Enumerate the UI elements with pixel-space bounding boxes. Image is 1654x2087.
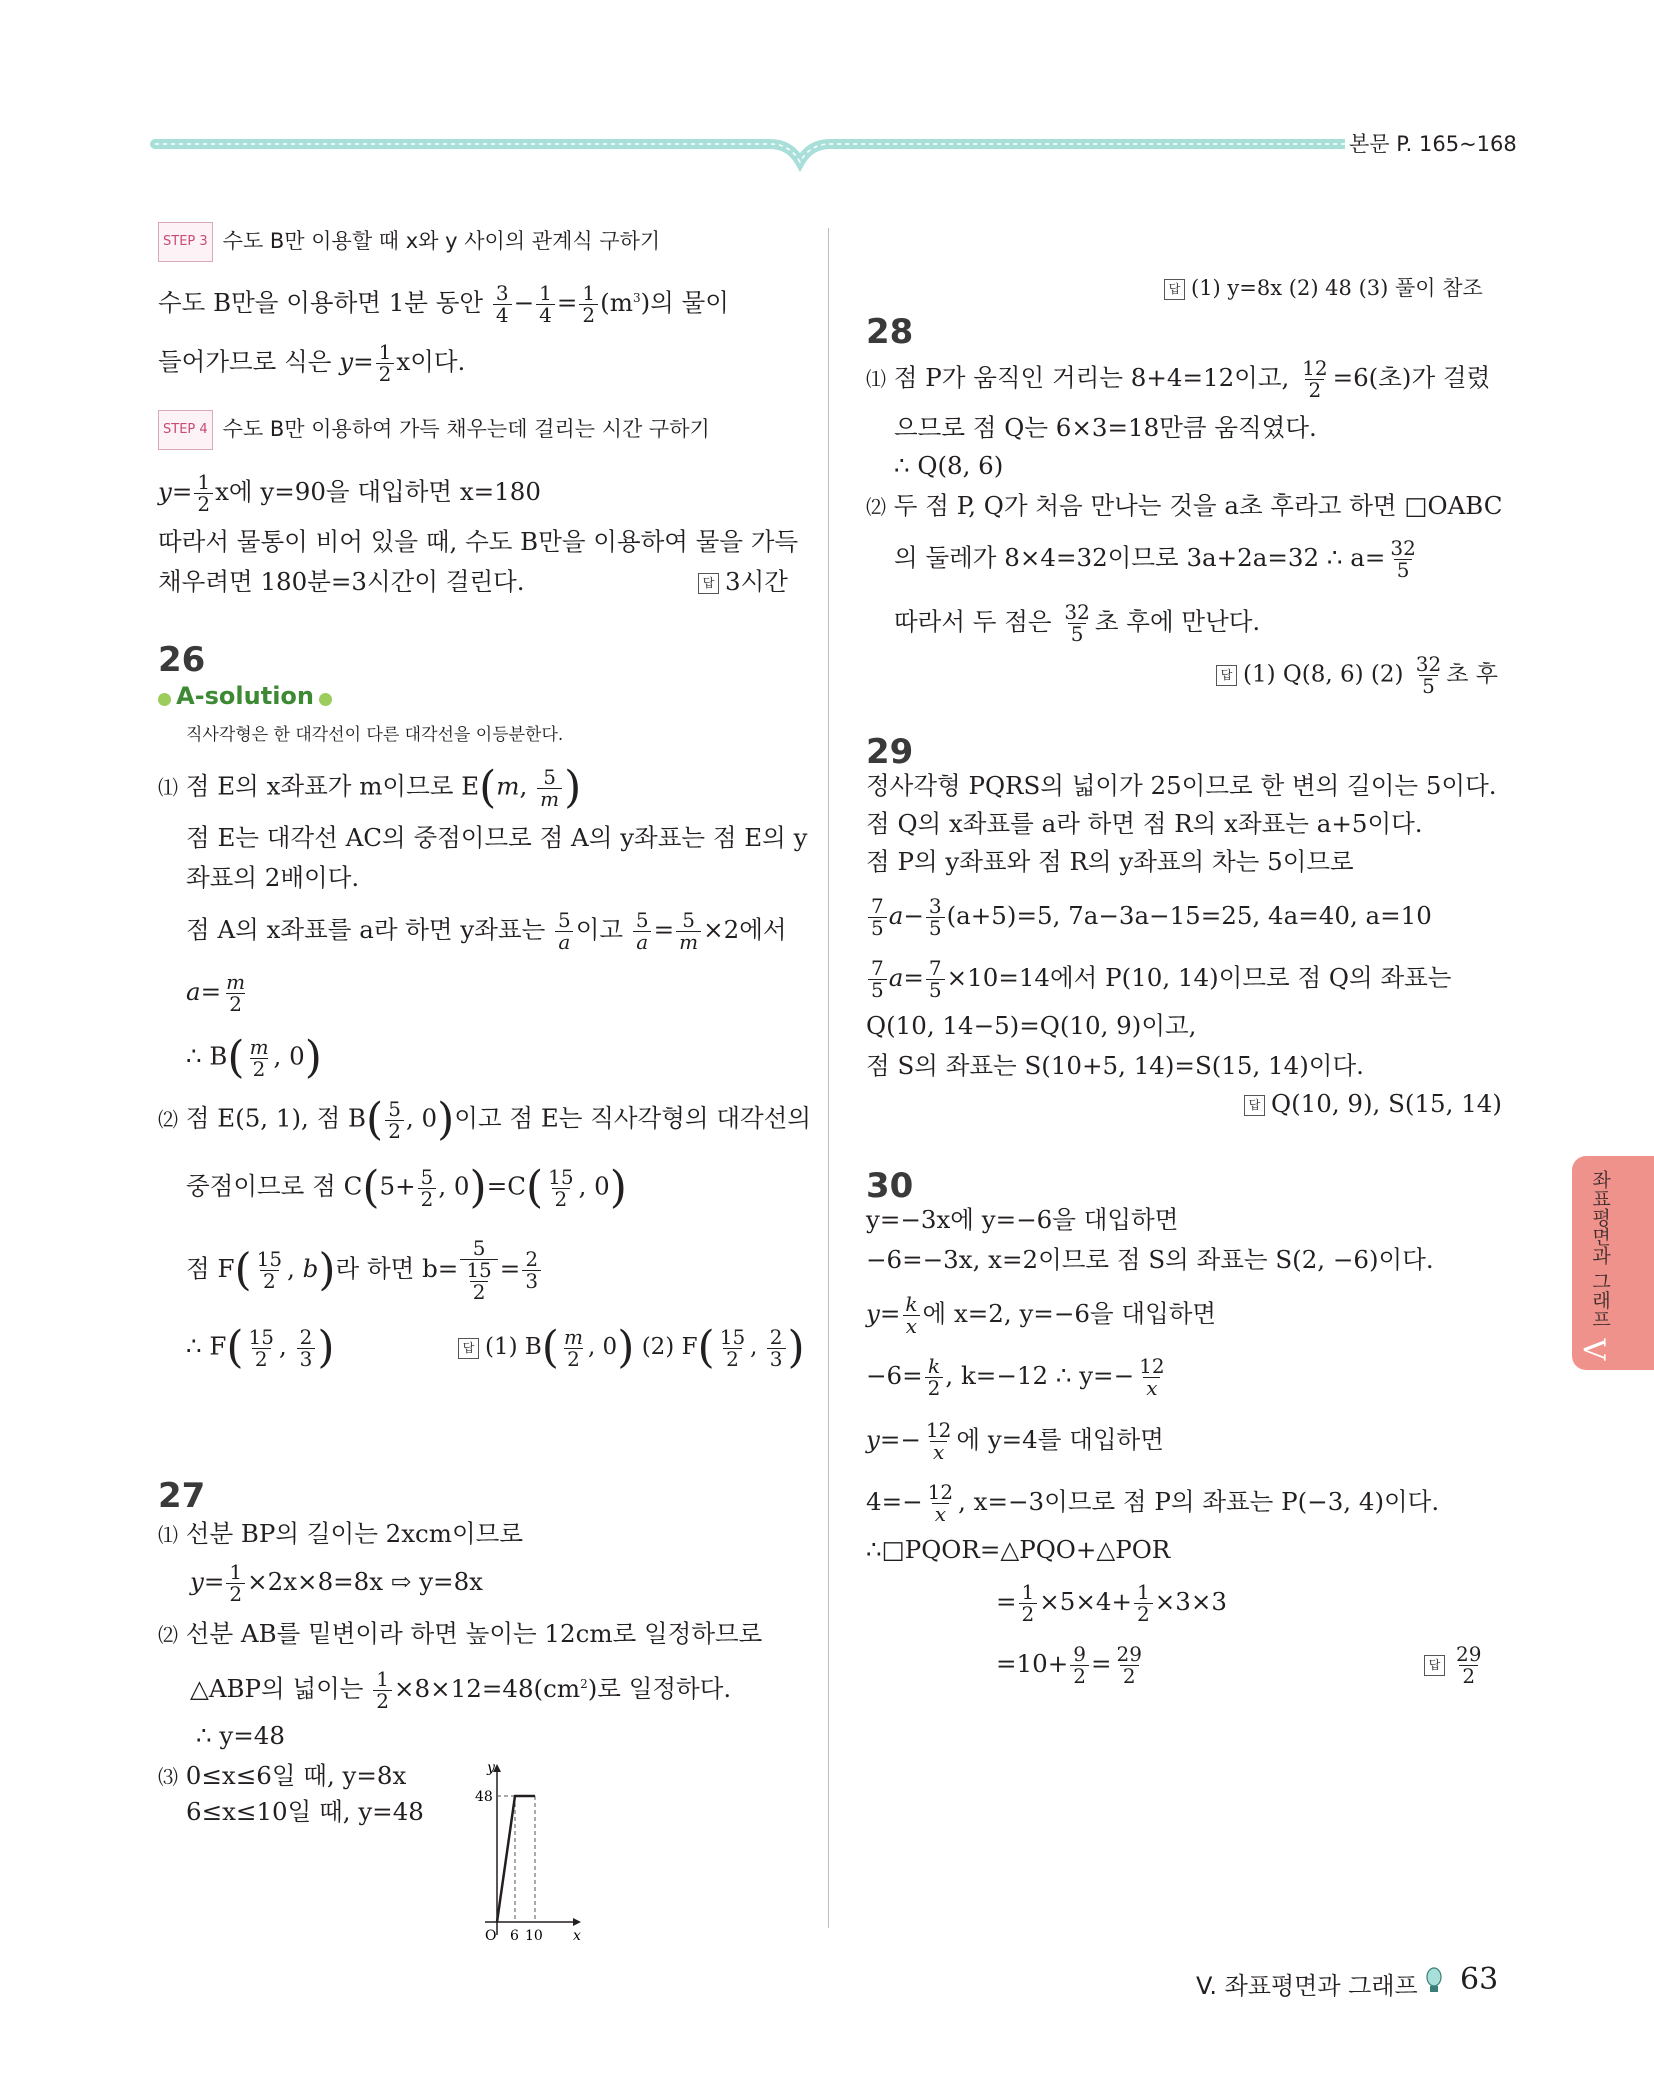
p26-b1: ⑵ 점 E(5, 1), 점 B( $\frac{5}{2}$ , 0)이고 점 E는 직사각형의 대각선의 [158,1094,812,1145]
step3-title: 수도 B만 이용할 때 x와 y 사이의 관계식 구하기 [222,229,661,253]
text: 에 x=2, y=−6을 대입하면 [922,1299,1217,1328]
p26-a3: 좌표의 2배이다. [186,863,360,892]
frac: $\frac{12}{x}$ [1139,1354,1165,1400]
p29-answer [1244,1086,1502,1122]
p26-a5 [186,972,250,1015]
text: 선분 BP의 길이는 2xcm이므로 [185,1519,524,1548]
frac: $\frac{7}{5}$ [868,958,887,1001]
side-tab-roman: V [1575,1338,1611,1361]
x-tick-6: 6 [510,1928,519,1944]
frac: $\frac{2}{3}$ [767,1327,786,1370]
text: 점 F [186,1254,235,1283]
p28-b2 [894,538,1421,581]
text: ×8×12=48(cm [394,1674,581,1704]
graph-line [497,1796,535,1922]
text: 점 A의 x좌표를 a라 하면 y좌표는 [186,915,546,944]
frac: $\frac{9}{2}$ [1070,1644,1089,1687]
problem-30-number: 30 [866,1166,914,1206]
frac: $\frac{29}{2}$ [1116,1642,1142,1688]
bullet-icon [319,693,332,706]
a-solution-label [158,682,332,710]
p28-a3: ∴ Q(8, 6) [894,451,1004,480]
step4-badge: STEP 4 [158,410,213,450]
frac: $\frac{k}{2}$ [925,1356,944,1399]
p28-b1: ⑵ 두 점 P, Q가 처음 만나는 것을 a초 후라고 하면 □OABC [866,491,1503,520]
side-tab-label: 좌표평면과 그래프 [1589,1170,1611,1329]
graph-27 [465,1760,595,1950]
p30-l1: y=−3x에 y=−6을 대입하면 [866,1205,1179,1234]
text: 초 후에 만난다. [1094,607,1261,636]
text: 에 y=4를 대입하면 [956,1425,1164,1454]
y-tick-48: 48 [475,1789,493,1805]
y-label: y [487,1760,495,1776]
x-label: x [573,1928,581,1944]
text: , k=−12 ∴ y=− [945,1361,1135,1390]
page-number: 63 [1460,1962,1499,1997]
text: (1) y=8x (2) 48 (3) 풀이 참조 [1191,276,1483,300]
text: (a+5)=5, 7a−3a−15=25, 4a=40, a=10 [946,901,1432,930]
step4-title: 수도 B만 이용하여 가득 채우는데 걸리는 시간 구하기 [222,417,710,441]
frac: $\frac{15}{2}$ [256,1247,283,1293]
frac: $\frac{3}{4}$ [493,283,512,326]
left-line-2: 들어가므로 식은 y= $\frac{1}{2}$ x이다. [158,340,466,386]
p29-l5: $\frac{7}{5}$ a= $\frac{7}{5}$ ×10=14에서 P(10, 14)이므로 점 Q의 좌표는 [866,958,1451,1001]
frac: $\frac{32}{5}$ [1064,600,1090,646]
text: )로 일정하다. [587,1674,732,1704]
frac: $\frac{5}{a}$ [633,910,652,953]
p27-a2: y= $\frac{1}{2}$ ×2x×8=8x ⇨ y=8x [190,1560,483,1606]
frac: $\frac{12}{x}$ [925,1418,952,1464]
p30-l8: = $\frac{1}{2}$ ×5×4+ $\frac{1}{2}$ ×3×3 [996,1580,1227,1626]
frac: $\frac{m}{2}$ [249,1034,269,1081]
p26-a4: 점 A의 x좌표를 a라 하면 y좌표는 $\frac{5}{a}$ 이고 $\frac{5}{a}$ = $\frac{5}{m}$ ×2에서 [186,908,787,954]
frac: $\frac{12}{x}$ [927,1480,954,1526]
text: x이다. [396,347,466,376]
p30-l2: −6=−3x, x=2이므로 점 S의 좌표는 S(2, −6)이다. [866,1245,1434,1274]
answer-mark-icon: 답 [1216,665,1237,686]
frac: $\frac{2}{3}$ [297,1327,316,1370]
bullet-icon [158,693,171,706]
p27-a1: ⑴ 선분 BP의 길이는 2xcm이므로 [158,1519,524,1548]
step3-badge: STEP 3 [158,222,213,262]
p26-b4: ∴ F( $\frac{15}{2}$ , $\frac{2}{3}$ ) [186,1322,335,1373]
p30-answer [1424,1644,1486,1687]
text: )의 물이 [640,288,729,318]
answer-mark-icon: 답 [1164,279,1185,300]
frac: $\frac{1}{2}$ [579,283,598,326]
p28-answer [1216,654,1498,697]
frac: $\frac{k}{x}$ [902,1294,920,1337]
p30-l6: 4=− $\frac{12}{x}$ , x=−3이므로 점 P의 좌표는 P(−3, 4)이다. [866,1480,1440,1526]
text: x에 y=90을 대입하면 x=180 [215,477,541,506]
answer-mark-icon: 답 [1244,1095,1265,1116]
frac: $\frac{32}{5}$ [1390,536,1416,582]
answer-mark-icon: 답 [698,573,719,594]
frac: $\frac{3}{5}$ [926,896,945,939]
frac: $\frac{1}{2}$ [373,1669,392,1712]
p29-l4: $\frac{7}{5}$ a− $\frac{3}{5}$ (a+5)=5, 7a−3a−15=25, 4a=40, a=10 [866,896,1432,939]
text: ×10=14에서 P(10, 14)이므로 점 Q의 좌표는 [946,963,1452,992]
x-tick-10: 10 [525,1928,543,1944]
problem-28-number: 28 [866,312,914,352]
left-line-1: 수도 B만을 이용하면 1분 동안 $\frac{3}{4}$ − $\frac{1}{4}$ = $\frac{1}{2}$ $(m^3)$의 물이 [158,281,729,328]
text: △ABP의 넓이는 [190,1674,364,1704]
text: A-solution [176,682,314,710]
left-line-3: y= $\frac{1}{2}$ x에 y=90을 대입하면 x=180 [158,470,541,516]
frac: $\frac{m}{2}$ [226,970,246,1016]
footer-chapter: V. 좌표평면과 그래프 [1196,1972,1418,2000]
text: Q(10, 9), S(15, 14) [1271,1089,1502,1118]
frac: $\frac{15}{2}$ [248,1324,274,1371]
text: 이고 [575,915,624,944]
text: ×5×4+ [1039,1587,1133,1616]
frac: $\frac{12}{2}$ [1302,356,1328,402]
frac: $\frac{m}{2}$ [563,1324,583,1371]
frac: $\frac{15}{2}$ [719,1324,746,1371]
text: ×2x×8=8x ⇨ y=8x [247,1567,483,1596]
left-line-4: 따라서 물통이 비어 있을 때, 수도 B만을 이용하여 물을 가득 [158,527,799,556]
frac: $\frac{5}{a}$ [555,910,574,953]
p26-b3: 점 F( $\frac{15}{2}$ , b)라 하면 b= $\frac{5}{\frac{15}{2}}$ = $\frac{2}{3}$ [186,1238,543,1303]
p30-l4: −6= $\frac{k}{2}$ , k=−12 ∴ y=− $\frac{12}{x}$ [866,1356,1170,1399]
frac: $\frac{1}{2}$ [194,472,213,515]
text: 수도 B만을 이용하면 1분 동안 [158,288,484,318]
p29-l2: 점 Q의 x좌표를 a라 하면 점 R의 x좌표는 a+5이다. [866,809,1423,838]
text: 선분 AB를 밑변이라 하면 높이는 12cm로 일정하므로 [185,1619,763,1648]
text: 점 P가 움직인 거리는 8+4=12이고, [893,363,1290,392]
p27-b3: ∴ y=48 [196,1721,285,1750]
p28-b3 [894,602,1260,645]
problem-27-number: 27 [158,1476,206,1516]
step3-line [158,222,660,262]
step4-line [158,410,710,450]
p27-b2: △ABP의 넓이는 $\frac{1}{2}$ $\times 8\times 12=48(cm^2)$로 일정하다. [190,1667,732,1714]
text: 중점이므로 점 C [186,1171,363,1201]
p26-a6: ∴ B( $\frac{m}{2}$ , 0) [186,1032,322,1083]
text: ×3×3 [1154,1587,1227,1616]
page-ref: 본문 P. 165~168 [1345,128,1521,158]
text: (1) Q(8, 6) (2) [1243,661,1404,688]
frac: $\frac{29}{2}$ [1456,1642,1482,1688]
problem-29-number: 29 [866,732,914,772]
bulb-icon [1424,1966,1444,1996]
text: 0≤x≤6일 때, y=8x [185,1761,407,1790]
text: ∴ F [186,1331,227,1361]
answer-27 [1164,270,1483,306]
p28-a1: ⑴ 점 P가 움직인 거리는 8+4=12이고, $\frac{12}{2}$ =6(초)가 걸렸 [866,356,1491,402]
text: 들어가므로 식은 [158,347,332,376]
text: 점 E의 x좌표가 m이므로 E [185,771,480,801]
answer-3hours [698,564,788,600]
column-divider [828,228,829,1928]
text: 이고 점 E는 직사각형의 대각선의 [454,1103,812,1133]
text: a= [186,977,222,1006]
text: (2) F [641,1334,698,1360]
p27-c2: 6≤x≤10일 때, y=48 [186,1797,424,1826]
p30-l7: ∴□PQOR=△PQO+△POR [866,1535,1171,1564]
text: , x=−3이므로 점 P의 좌표는 P(−3, 4)이다. [958,1487,1440,1516]
p29-l6: Q(10, 14−5)=Q(10, 9)이고, [866,1011,1197,1040]
p30-l9: =10+ $\frac{9}{2}$ = $\frac{29}{2}$ [996,1644,1147,1687]
p29-l1: 정사각형 PQRS의 넓이가 25이므로 한 변의 길이는 5이다. [866,771,1497,800]
text: ∴ B [186,1041,228,1071]
frac: $\frac{5}{2}$ [418,1167,437,1210]
frac: $\frac{1}{2}$ [1019,1582,1038,1625]
frac: $\frac{1}{2}$ [1134,1582,1153,1625]
a-solution-desc: 직사각형은 한 대각선이 다른 대각선을 이등분한다. [186,725,564,745]
p26-answer: 답 (1) B( $\frac{m}{2}$ , 0) (2) F( $\frac{15}{2}$ , $\frac{2}{3}$ ) [458,1326,805,1370]
frac: $\frac{1}{2}$ [376,342,395,385]
p28-a2: 으므로 점 Q는 6×3=18만큼 움직였다. [894,413,1317,442]
text: 따라서 두 점은 [894,607,1052,636]
text: (1) B [485,1334,542,1360]
side-tab[interactable] [1572,1156,1654,1370]
text: 초 후 [1446,661,1498,688]
p29-l3: 점 P의 y좌표와 점 R의 y좌표의 차는 5이므로 [866,847,1354,876]
text: 점 E(5, 1), 점 B [185,1103,367,1133]
p26-a2: 점 E는 대각선 AC의 중점이므로 점 A의 y좌표는 점 E의 y [186,823,808,852]
text: =10+ [996,1649,1069,1678]
frac: $\frac{7}{5}$ [926,958,945,1001]
text: 두 점 P, Q가 처음 만나는 것을 a초 후라고 하면 □OABC [893,491,1503,520]
frac: $\frac{32}{5}$ [1415,652,1442,698]
answer-mark-icon: 답 [1424,1655,1445,1676]
text: 의 둘레가 8×4=32이므로 3a+2a=32 ∴ a= [894,543,1386,572]
p27-c1: ⑶ 0≤x≤6일 때, y=8x [158,1761,407,1790]
frac: $\frac{15}{2}$ [548,1164,574,1211]
p26-a1: ⑴ 점 E의 x좌표가 m이므로 E(m, $\frac{5}{m}$ ) [158,762,582,813]
frac: $\frac{5}{m}$ [676,910,701,953]
x-arrow [573,1918,581,1926]
answer-mark-icon: 답 [458,1338,479,1359]
frac: $\frac{5}{\frac{15}{2}}$ [460,1238,497,1303]
left-line-5: 채우려면 180분=3시간이 걸린다. [158,567,525,596]
text: ×2에서 [703,915,787,944]
text: 3시간 [725,567,788,596]
p30-l5: y=− $\frac{12}{x}$ 에 y=4를 대입하면 [866,1418,1164,1464]
frac: $\frac{1}{2}$ [226,1562,245,1605]
origin-label: O [485,1928,497,1944]
frac: $\frac{1}{4}$ [536,283,555,326]
header-band [150,132,1350,182]
frac: $\frac{5}{m}$ [537,767,562,810]
frac: $\frac{2}{3}$ [522,1249,541,1292]
text: (m [600,288,633,318]
problem-26-number: 26 [158,640,206,680]
text: =6(초)가 걸렸 [1332,363,1491,392]
p27-b1: ⑵ 선분 AB를 밑변이라 하면 높이는 12cm로 일정하므로 [158,1619,763,1648]
p26-b2: 중점이므로 점 C(5+ $\frac{5}{2}$ , 0)=C( $\frac{15}{2}$ , 0) [186,1162,627,1213]
frac: $\frac{7}{5}$ [868,896,887,939]
p29-l7: 점 S의 좌표는 S(10+5, 14)=S(15, 14)이다. [866,1051,1364,1080]
frac: $\frac{5}{2}$ [385,1099,404,1142]
text: 라 하면 b= [335,1254,459,1283]
p30-l3: y= $\frac{k}{x}$ 에 x=2, y=−6을 대입하면 [866,1292,1217,1338]
